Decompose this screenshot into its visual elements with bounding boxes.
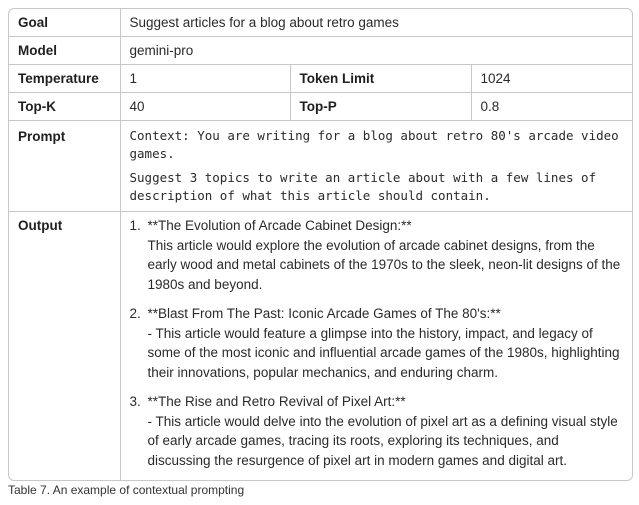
output-label: Output [9, 212, 120, 481]
item-description: This article would explore the evolution of arcade cabinet designs, from the early wood and metal cabinets of the 1970s to the sleek, neon-lit designs of the 1980s and beyond. [147, 237, 621, 292]
output-content [120, 212, 632, 481]
prompt-content [120, 121, 632, 212]
item-title: **The Rise and Retro Revival of Pixel Art:** [147, 394, 406, 409]
prompt-paragraph: Suggest 3 topics to write an article about with a few lines of description of what this article should contain. [129, 170, 604, 203]
topp-value: 0.8 [471, 93, 632, 121]
topp-label: Top-P [290, 93, 471, 121]
model-label: Model [9, 37, 120, 65]
output-item [130, 392, 625, 470]
prompt-label: Prompt [9, 121, 120, 212]
model-value: gemini-pro [120, 37, 632, 65]
item-description: - This article would feature a glimpse into the history, impact, and legacy of some of the most iconic and influential arcade games of the 1980s, highlighting their innovations, popular mechanics, and enduring charm. [147, 325, 620, 380]
output-item [130, 216, 625, 294]
output-list [130, 216, 625, 470]
row-goal [9, 9, 632, 37]
row-output [9, 212, 632, 481]
temperature-value: 1 [120, 65, 290, 93]
topk-value: 40 [120, 93, 290, 121]
item-description: - This article would delve into the evolution of pixel art as a defining visual style of early arcade games, tracing its roots, exploring its techniques, and discussing the resurgence of pixel art in modern games and digital art. [147, 413, 618, 468]
row-topk [9, 93, 632, 121]
item-number: 1. [129, 218, 141, 233]
temperature-label: Temperature [9, 65, 120, 93]
goal-value: Suggest articles for a blog about retro games [120, 9, 632, 37]
prompt-example-table [8, 8, 633, 481]
prompt-paragraph: Context: You are writing for a blog about retro 80's arcade video games. [129, 128, 627, 161]
config-table [9, 9, 632, 480]
goal-label: Goal [9, 9, 120, 37]
row-temperature [9, 65, 632, 93]
topk-label: Top-K [9, 93, 120, 121]
item-number: 2. [129, 306, 141, 321]
token-limit-value: 1024 [471, 65, 632, 93]
row-model [9, 37, 632, 65]
output-item [130, 304, 625, 382]
table-caption: Table 7. An example of contextual prompting [8, 483, 245, 497]
item-title: **The Evolution of Arcade Cabinet Design:** [147, 218, 412, 233]
token-limit-label: Token Limit [290, 65, 471, 93]
row-prompt [9, 121, 632, 212]
item-number: 3. [129, 394, 141, 409]
item-title: **Blast From The Past: Iconic Arcade Games of The 80's:** [147, 306, 501, 321]
